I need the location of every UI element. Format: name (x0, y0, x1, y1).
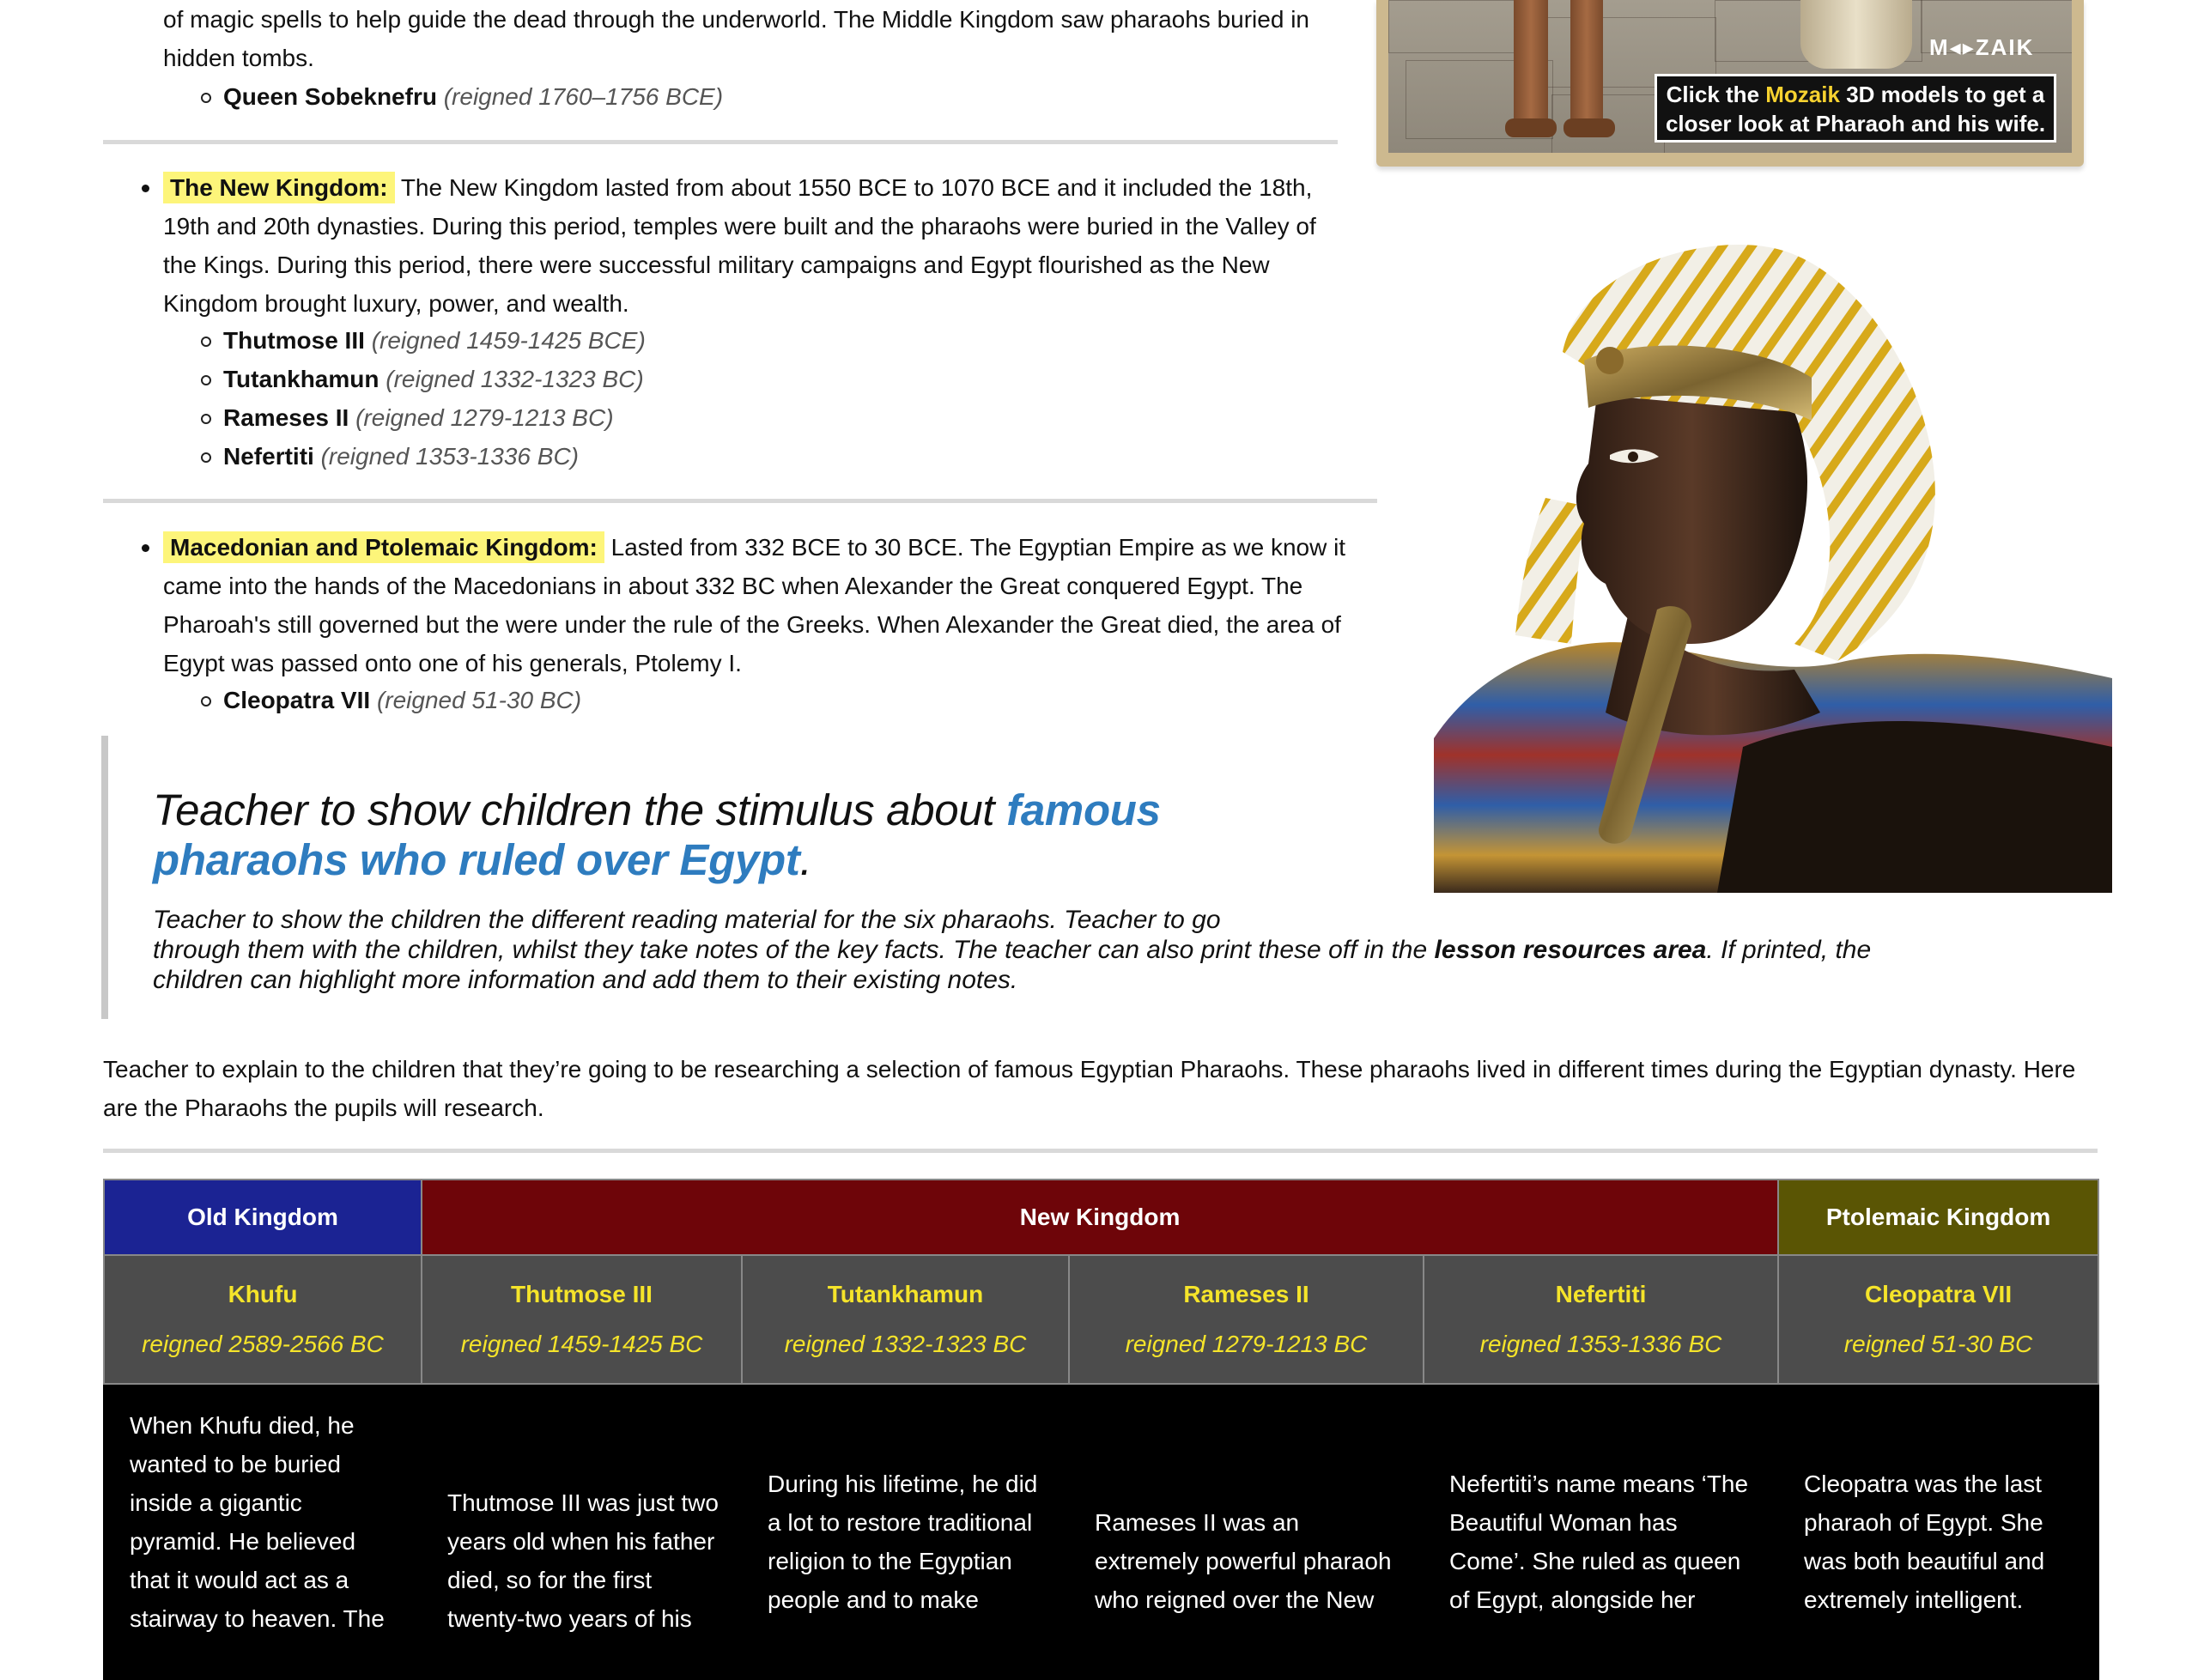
sub-bullet (201, 414, 211, 424)
pupil (1628, 452, 1638, 462)
caption-text: 3D models to get a (1846, 82, 2045, 107)
pharaoh-reign: reigned 51-30 BC (1843, 1331, 2033, 1357)
pharaoh-header-cell (1778, 1255, 2098, 1384)
ruler-reign: (reigned 1353-1336 BC) (320, 443, 579, 470)
ruler-name: Thutmose III (223, 327, 365, 354)
desc-line: Thutmose III was just two (447, 1489, 719, 1516)
desc-line: wanted to be buried (130, 1451, 341, 1477)
pharaoh-header-cell (422, 1255, 742, 1384)
callout-title-link[interactable]: pharaohs who ruled over Egypt (153, 835, 800, 884)
ruler-item (223, 437, 579, 476)
desc-line: pharaoh of Egypt. She (1804, 1509, 2043, 1536)
pharaoh-description-cell (1424, 1384, 1778, 1679)
desc-line: Nefertiti’s name means ‘The (1449, 1471, 1749, 1497)
pharaoh-name: Cleopatra VII (1864, 1281, 2013, 1307)
mozaik-scene[interactable] (1388, 0, 2072, 153)
callout-title-link[interactable]: famous (1006, 785, 1161, 834)
shoulder (1717, 721, 2112, 893)
middle-kingdom-text (163, 0, 1382, 77)
pharaoh-reign: reigned 1353-1336 BC (1479, 1331, 1722, 1357)
ruler-item (223, 321, 646, 360)
ruler-name: Tutankhamun (223, 366, 379, 392)
callout-body-text: through them with the children, whilst they take notes of the key facts. The teacher can also print these off in the (153, 936, 1428, 964)
ruler-item (223, 77, 723, 116)
pharaoh-description-cell (422, 1384, 742, 1679)
text-line (163, 528, 1382, 567)
desc-line: When Khufu died, he (130, 1412, 355, 1439)
caption-line: closer look at Pharaoh and his wife. (1665, 111, 2046, 136)
ruler-reign: (reigned 1332-1323 BC) (386, 366, 644, 392)
new-kingdom-header: New Kingdom (422, 1180, 1778, 1255)
ruler-item (223, 681, 581, 719)
intro-paragraph (103, 1050, 2104, 1127)
text-line: The New Kingdom lasted from about 1550 BCE to 1070 BCE and it included the 18th, (400, 174, 1313, 201)
pharaoh-name: Tutankhamun (827, 1281, 984, 1307)
callout-body-line: Teacher to show the children the different reading material for the six pharaohs. Teacher to go (153, 906, 1221, 934)
ruler-reign: (reigned 1459-1425 BCE) (371, 327, 646, 354)
desc-line: Cleopatra was the last (1804, 1471, 2043, 1497)
text-line: Lasted from 332 BCE to 30 BCE. The Egyptian Empire as we know it (610, 534, 1346, 561)
desc-line: people and to make (768, 1586, 979, 1613)
divider (103, 140, 1338, 144)
text-line: Teacher to explain to the children that they’re going to be researching a selection of famous Egyptian Pharaohs. These pharaohs lived in different times during the Egyptian dynasty. Here (103, 1056, 2076, 1083)
ptolemaic-kingdom-header: Ptolemaic Kingdom (1778, 1180, 2098, 1255)
text-line: came into the hands of the Macedonians in about 332 BC when Alexander the Great conquered Egypt. The (163, 573, 1303, 599)
new-kingdom-label: The New Kingdom: (163, 172, 395, 203)
text-line: Egypt was passed onto one of his generals, Ptolemy I. (163, 650, 742, 676)
desc-line: religion to the Egyptian (768, 1548, 1012, 1574)
ruler-item (223, 360, 644, 398)
pharaoh-description-cell (742, 1384, 1069, 1679)
figure-foot (1563, 118, 1615, 137)
desc-line: twenty-two years of his (447, 1605, 692, 1632)
desc-line: pyramid. He believed (130, 1528, 356, 1555)
desc-line: died, so for the first (447, 1567, 653, 1593)
ptolemaic-text (163, 528, 1382, 682)
figure-leg (1570, 0, 1603, 129)
bullet (142, 185, 149, 192)
pharaoh-header-cell (1424, 1255, 1778, 1384)
callout-title-end: . (799, 835, 812, 884)
pharaoh-name-row (104, 1255, 2098, 1384)
pharaoh-reign: reigned 2589-2566 BC (142, 1331, 384, 1357)
ruler-name: Cleopatra VII (223, 687, 371, 713)
face (1576, 395, 1807, 644)
lesson-resources-link[interactable]: lesson resources area (1434, 936, 1707, 964)
desc-line: extremely intelligent. (1804, 1586, 2024, 1613)
divider (103, 1149, 2098, 1153)
pharaoh-header-cell (104, 1255, 422, 1384)
pharaoh-name: Thutmose III (511, 1281, 653, 1307)
figure-leg (1514, 0, 1548, 129)
mozaik-caption[interactable] (1655, 74, 2056, 143)
kingdom-header-row (104, 1180, 2098, 1255)
sub-bullet (201, 452, 211, 463)
mozaik-panel[interactable] (1376, 0, 2084, 167)
callout-body-text: . If printed, the (1706, 936, 1872, 964)
headdress-lappet (1515, 498, 1588, 644)
text-line: of magic spells to help guide the dead through the underworld. The Middle Kingdom saw pharaohs buried in (163, 6, 1309, 33)
pharaoh-reign: reigned 1332-1323 BC (784, 1331, 1027, 1357)
ruler-name: Nefertiti (223, 443, 314, 470)
quote-bar (101, 736, 108, 1019)
callout-title-line (153, 785, 1269, 835)
desc-line: was both beautiful and (1804, 1548, 2045, 1574)
desc-line: a lot to restore traditional (768, 1509, 1033, 1536)
sub-bullet (201, 93, 211, 103)
pharaoh-description-cell (104, 1384, 422, 1679)
desc-line: years old when his father (447, 1528, 715, 1555)
text-line: 19th and 20th dynasties. During this period, temples were built and the pharaohs were buried in the Valley of (163, 213, 1316, 240)
desc-line: Come’. She ruled as queen (1449, 1548, 1741, 1574)
old-kingdom-header: Old Kingdom (104, 1180, 422, 1255)
mozaik-logo: M◂▸ZAIK (1929, 34, 2035, 60)
ruler-reign: (reigned 51-30 BC) (376, 687, 582, 713)
sub-bullet (201, 696, 211, 707)
pharaoh-header-cell (1069, 1255, 1424, 1384)
figure-robe (1800, 0, 1912, 69)
callout-title (153, 785, 1269, 885)
new-kingdom-text (163, 168, 1382, 323)
desc-line: During his lifetime, he did (768, 1471, 1038, 1497)
sub-bullet (201, 375, 211, 385)
pharaoh-name: Rameses II (1183, 1281, 1309, 1307)
pharaoh-reign: reigned 1459-1425 BC (460, 1331, 703, 1357)
caption-text: Click the (1666, 82, 1760, 107)
uraeus-icon (1596, 347, 1624, 374)
callout-title-text: Teacher to show children the stimulus about (153, 785, 995, 834)
callout-body (153, 905, 2085, 995)
pharaoh-description-row (104, 1384, 2098, 1679)
text-line: Kingdom brought luxury, power, and wealth. (163, 290, 629, 317)
callout-body-line: children can highlight more information and add them to their existing notes. (153, 966, 1018, 994)
desc-line: Beautiful Woman has (1449, 1509, 1678, 1536)
desc-line: who reigned over the New (1095, 1586, 1375, 1613)
callout-body-line (153, 935, 2085, 965)
ruler-name: Rameses II (223, 404, 349, 431)
bullet (142, 544, 149, 552)
pharaoh-reign: reigned 1279-1213 BC (1125, 1331, 1368, 1357)
text-line: the Kings. During this period, there were successful military campaigns and Egypt flourished as the New (163, 252, 1270, 278)
desc-line: stairway to heaven. The (130, 1605, 385, 1632)
pharaoh-description-cell (1778, 1384, 2098, 1679)
pharaoh-illustration (1434, 232, 2112, 893)
sub-bullet (201, 337, 211, 347)
pharaoh-name: Khufu (228, 1281, 298, 1307)
text-line: hidden tombs. (163, 45, 314, 71)
ruler-reign: (reigned 1279-1213 BC) (355, 404, 614, 431)
desc-line: Rameses II was an (1095, 1509, 1300, 1536)
desc-line: that it would act as a (130, 1567, 349, 1593)
text-line: are the Pharaohs the pupils will research. (103, 1095, 544, 1121)
desc-line: of Egypt, alongside her (1449, 1586, 1696, 1613)
pharaoh-description-cell (1069, 1384, 1424, 1679)
ptolemaic-label: Macedonian and Ptolemaic Kingdom: (163, 531, 604, 563)
desc-line: inside a gigantic (130, 1489, 302, 1516)
pharaoh-name: Nefertiti (1555, 1281, 1647, 1307)
pharaoh-table (103, 1179, 2099, 1680)
pharaoh-header-cell (742, 1255, 1069, 1384)
desc-line: extremely powerful pharaoh (1095, 1548, 1392, 1574)
callout-title-line (153, 835, 1269, 885)
ruler-name: Queen Sobeknefru (223, 83, 437, 110)
caption-line (1657, 80, 2054, 109)
ruler-reign: (reigned 1760–1756 BCE) (443, 83, 724, 110)
mozaik-brand: Mozaik (1765, 82, 1840, 107)
text-line (163, 168, 1382, 207)
ruler-item (223, 398, 614, 437)
text-line: Pharoah's still governed but the were under the rule of the Greeks. When Alexander the Great died, the area of (163, 611, 1341, 638)
divider (103, 499, 1377, 503)
figure-foot (1505, 118, 1557, 137)
